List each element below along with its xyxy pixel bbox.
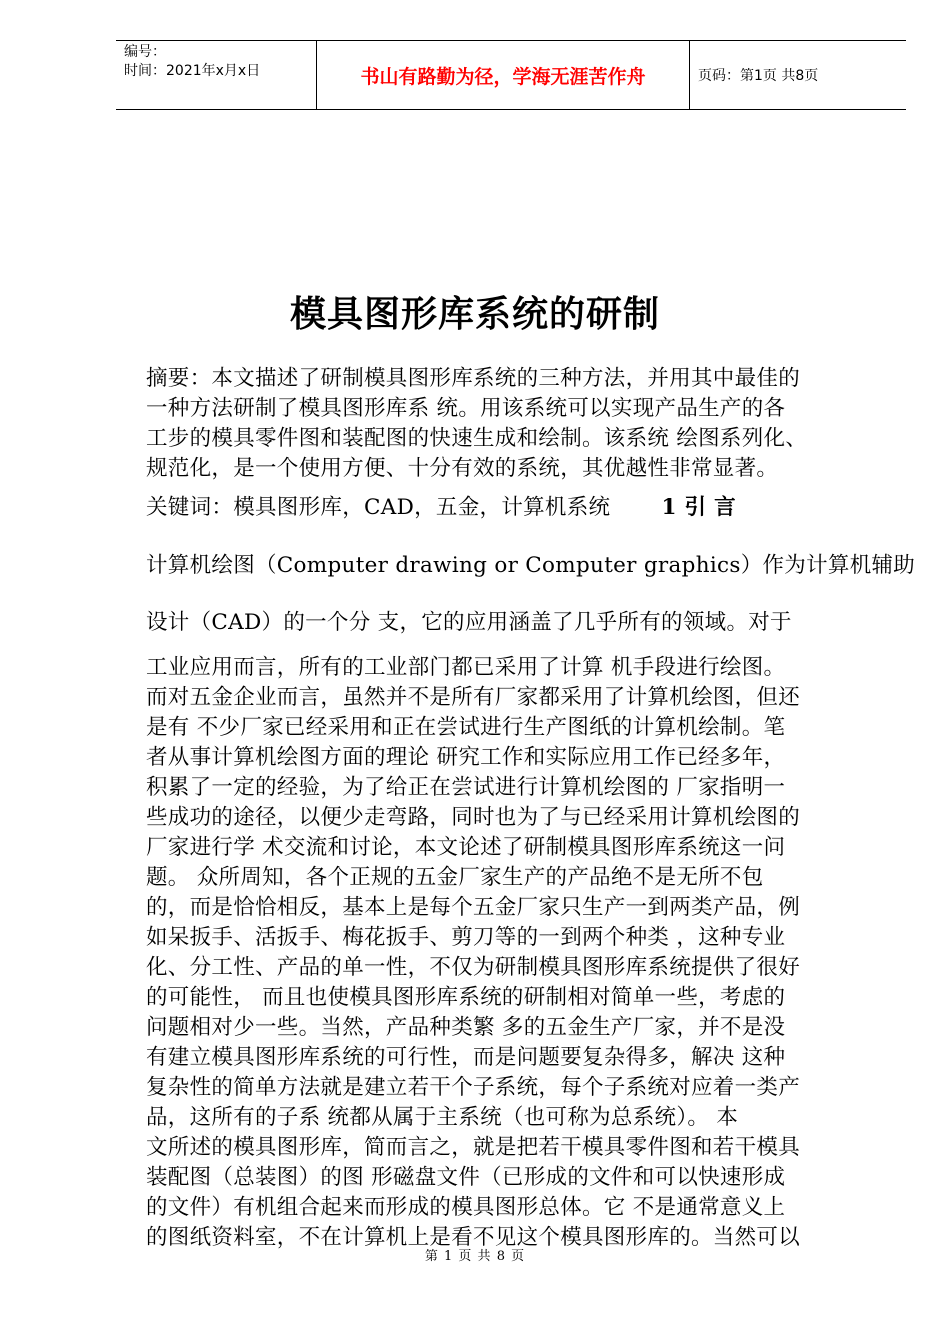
text-line: 是有 不少厂家已经采用和正在尝试进行生产图纸的计算机绘制。笔 (146, 715, 786, 740)
text-line: 一种方法研制了模具图形库系 统。用该系统可以实现产品生产的各 (146, 396, 786, 421)
text-line: 的文件）有机组合起来而形成的模具图形总体。它 不是通常意义上 (146, 1195, 786, 1220)
text-line: 的图纸资料室，不在计算机上是看不见这个模具图形库的。当然可以 (146, 1225, 801, 1250)
body-text (146, 653, 866, 1253)
intro-line-2: 设计（CAD）的一个分 支，它的应用涵盖了几乎所有的领域。对于 (146, 610, 792, 635)
section-heading: 1 引 言 (661, 495, 736, 520)
text-line: 而对五金企业而言，虽然并不是所有厂家都采用了计算机绘图，但还 (146, 685, 801, 710)
text-line: 工步的模具零件图和装配图的快速生成和绘制。该系统 绘图系列化、 (146, 426, 808, 451)
text-line: 积累了一定的经验，为了给正在尝试进行计算机绘图的 厂家指明一 (146, 775, 786, 800)
text-line: 复杂性的简单方法就是建立若干个子系统，每个子系统对应着一类产 (146, 1075, 801, 1100)
text-line: 者从事计算机绘图方面的理论 研究工作和实际应用工作已经多年， (146, 745, 786, 770)
text-line: 装配图（总装图）的图 形磁盘文件（已形成的文件和可以快速形成 (146, 1165, 786, 1190)
text-line: 规范化，是一个使用方便、十分有效的系统，其优越性非常显著。 (146, 456, 779, 481)
keywords-line: 关键词：模具图形库，CAD，五金，计算机系统 (146, 495, 611, 520)
abstract (146, 364, 866, 484)
text-line: 化、分工性、产品的单一性，不仅为研制模具图形库系统提供了很好 (146, 955, 801, 980)
page-header (116, 40, 906, 110)
document-title: 模具图形库系统的研制 (289, 294, 660, 335)
document-number-label: 编号： (124, 44, 166, 60)
text-line: 问题相对少一些。当然，产品种类繁 多的五金生产厂家，并不是没 (146, 1015, 786, 1040)
header-motto: 书山有路勤为径，学海无涯苦作舟 (316, 41, 690, 109)
text-line: 些成功的途径，以便少走弯路，同时也为了与已经采用计算机绘图的 (146, 805, 801, 830)
text-line: 摘要：本文描述了研制模具图形库系统的三种方法，并用其中最佳的 (146, 366, 801, 391)
text-line: 的，而是恰恰相反，基本上是每个五金厂家只生产一到两类产品，例 (146, 895, 801, 920)
document-time-label: 时间：2021年x月x日 (124, 63, 261, 79)
intro-line-1: 计算机绘图（Computer drawing or Computer graphics）作为计算机辅助 (146, 553, 916, 578)
text-line: 有建立模具图形库系统的可行性，而是问题要复杂得多，解决 这种 (146, 1045, 786, 1070)
page-footer: 第 1 页 共 8 页 (424, 1249, 526, 1264)
text-line: 如呆扳手、活扳手、梅花扳手、剪刀等的一到两个种类 ，这种专业 (146, 925, 786, 950)
text-line: 文所述的模具图形库，简而言之，就是把若干模具零件图和若干模具 (146, 1135, 801, 1160)
text-line: 工业应用而言，所有的工业部门都已采用了计算 机手段进行绘图。 (146, 655, 786, 680)
keywords-row (146, 493, 866, 523)
text-line: 题。 众所周知，各个正规的五金厂家生产的产品绝不是无所不包 (146, 865, 764, 890)
header-page-info: 页码：第1页 共8页 (698, 68, 819, 84)
text-line: 厂家进行学 术交流和讨论，本文论述了研制模具图形库系统这一问 (146, 835, 786, 860)
header-meta (116, 41, 316, 109)
text-line: 品，这所有的子系 统都从属于主系统（也可称为总系统）。 本 (146, 1105, 739, 1130)
text-line: 的可能性， 而且也使模具图形库系统的研制相对简单一些，考虑的 (146, 985, 786, 1010)
